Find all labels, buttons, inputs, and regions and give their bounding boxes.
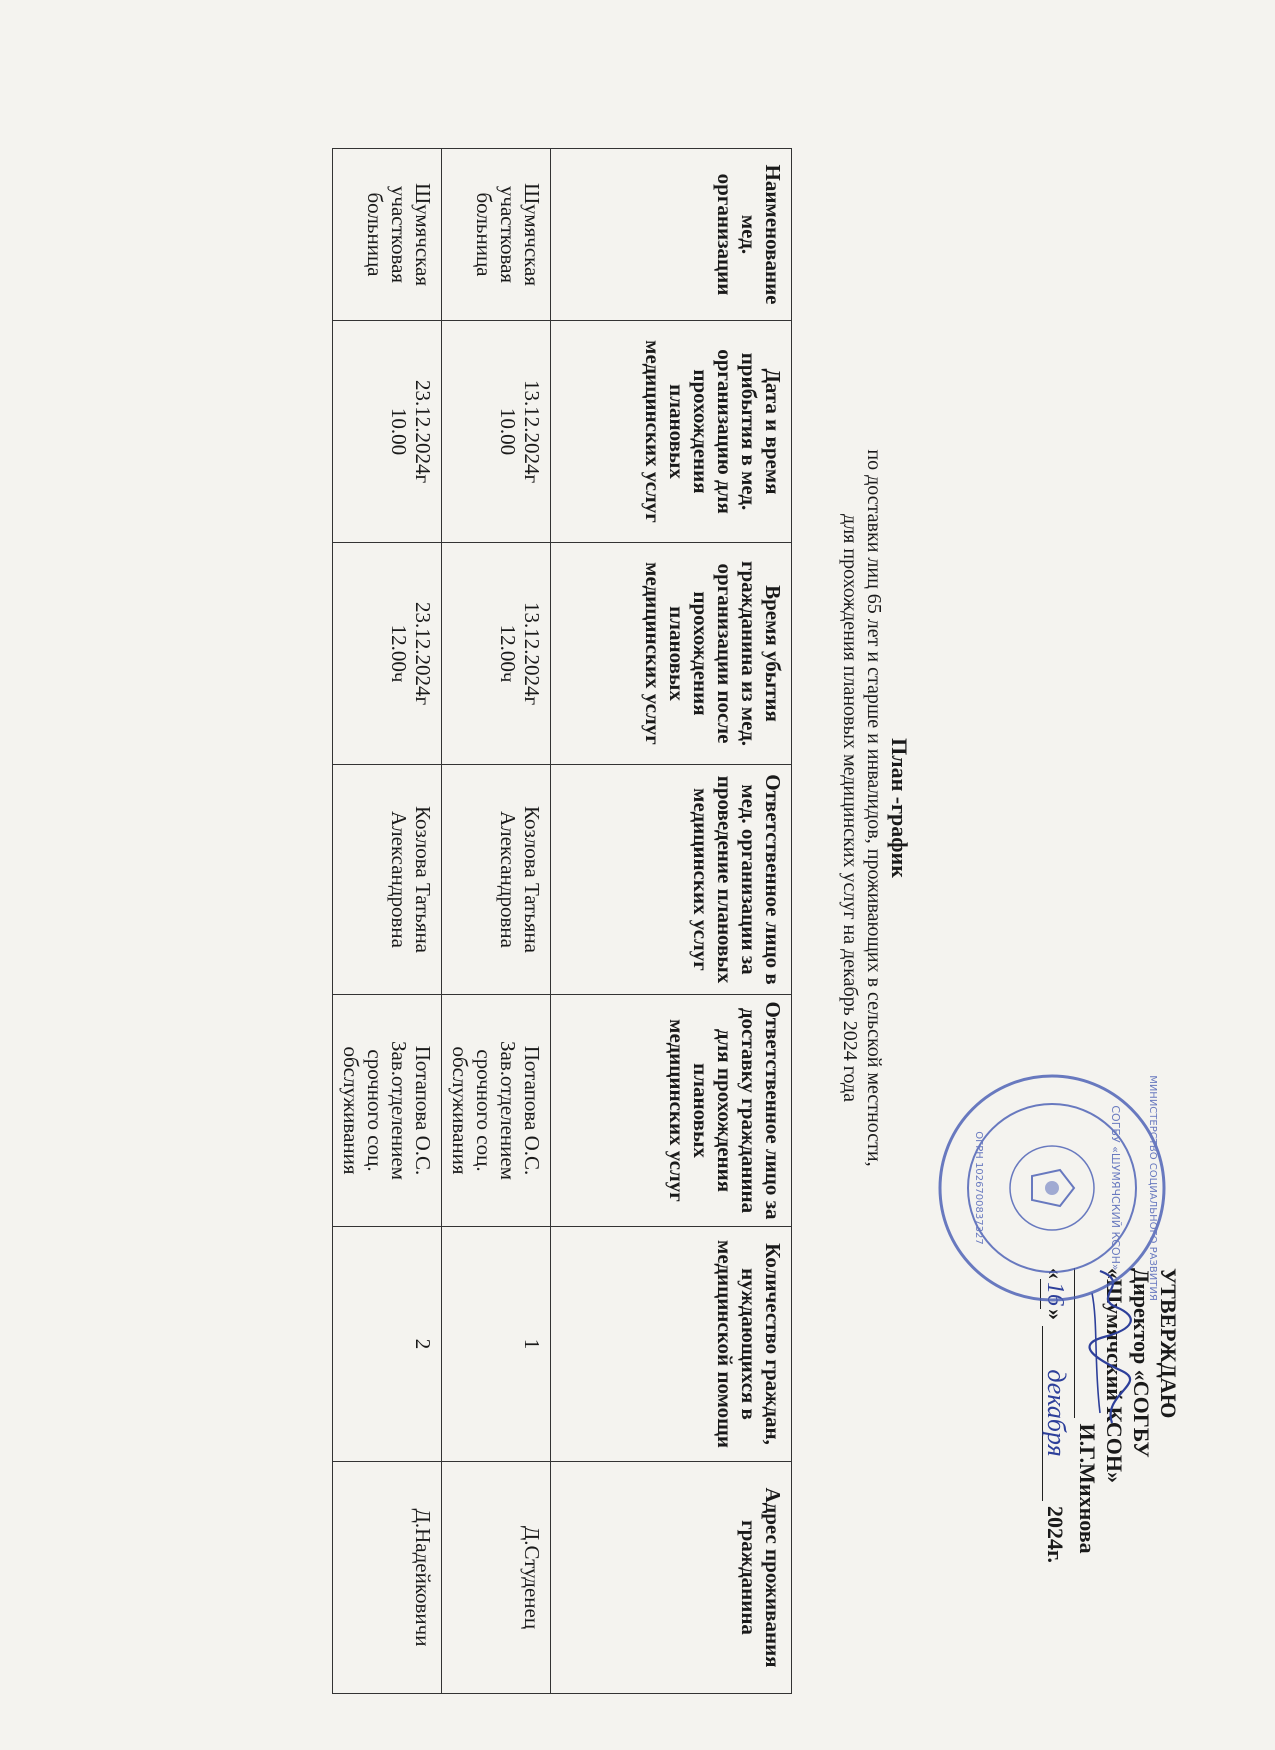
approval-word: УТВЕРЖДАЮ [1156, 1268, 1181, 1419]
official-stamp [932, 1068, 1172, 1308]
header-departure: Время убытия гражданина из мед. организации после прохождения плановых медицинских услуг [551, 543, 792, 765]
departure-date: 13.12.2024г [520, 601, 544, 706]
arrival-time: 10.00 [496, 407, 520, 456]
header-count: Количество граждан, нуждающихся в медицинской помощи [551, 1227, 792, 1462]
approval-date [1040, 1268, 1070, 1668]
svg-text:ОГРН 1026700837327: ОГРН 1026700837327 [973, 1131, 984, 1245]
cell-count: 1 [442, 1227, 551, 1462]
cell-resp-delivery: Потапова О.С. Зав.отделением срочного соц. обслуживания [333, 995, 442, 1227]
document-title [838, 58, 912, 1558]
arrival-time: 10.00 [387, 407, 411, 456]
schedule-table [332, 148, 792, 1694]
header-resp-delivery: Ответственное лицо за доставку гражданина для прохождения плановых медицинских услуг [551, 995, 792, 1227]
cell-address: Д.Студенец [442, 1462, 551, 1694]
header-arrival: Дата и время прибытия в мед. организацию для прохождения плановых медицинских услуг [551, 321, 792, 543]
approval-position: Директор «СОГБУ [1129, 1268, 1154, 1458]
svg-text:СОГБУ «ШУМЯЧСКИЙ КСОН»: СОГБУ «ШУМЯЧСКИЙ КСОН» [1109, 1105, 1122, 1271]
arrival-date: 23.12.2024г [411, 379, 435, 484]
header-resp-med: Ответственное лицо в мед. организации за проведение плановых медицинских услуг [551, 765, 792, 995]
header-address: Адрес проживания гражданина [551, 1462, 792, 1694]
cell-resp-med: Козлова Татьяна Александровна [333, 765, 442, 995]
cell-resp-med: Козлова Татьяна Александровна [442, 765, 551, 995]
rotated-page [62, 58, 1212, 1698]
approval-signer: И.Г.Михнова [1075, 1423, 1100, 1554]
cell-count: 2 [333, 1227, 442, 1462]
date-month: декабря [1042, 1326, 1070, 1501]
cell-departure [442, 543, 551, 765]
cell-departure [333, 543, 442, 765]
cell-org: Шумячская участковая больница [442, 149, 551, 321]
table-row [442, 149, 551, 1694]
date-day: 16 [1040, 1279, 1068, 1309]
svg-text:МИНИСТЕРСТВО СОЦИАЛЬНОГО РАЗВИ: МИНИСТЕРСТВО СОЦИАЛЬНОГО РАЗВИТИЯ [1147, 1075, 1158, 1301]
departure-time: 12.00ч [496, 624, 520, 683]
table-row [333, 149, 442, 1694]
date-year: 2024г. [1043, 1506, 1068, 1564]
title-line-2: для прохождения плановых медицинских услуг на декабрь 2024 года [839, 514, 861, 1102]
cell-org: Шумячская участковая больница [333, 149, 442, 321]
header-org: Наименование мед. организации [551, 149, 792, 321]
arrival-date: 13.12.2024г [520, 379, 544, 484]
cell-arrival [333, 321, 442, 543]
title-heading: План -график [887, 738, 912, 878]
cell-address: Д.Надейковичи [333, 1462, 442, 1694]
cell-resp-delivery: Потапова О.С. Зав.отделением срочного соц. обслуживания [442, 995, 551, 1227]
approval-organization: «Шумячский КСОН» [1102, 1268, 1127, 1483]
departure-date: 23.12.2024г [411, 601, 435, 706]
cell-arrival [442, 321, 551, 543]
date-quote-close: » [1043, 1309, 1068, 1320]
title-line-1: по доставки лиц 65 лет и старше и инвалидов, проживающих в сельской местности, [863, 449, 885, 1167]
table-header-row [551, 149, 792, 1694]
date-quote-open: « [1043, 1268, 1068, 1279]
departure-time: 12.00ч [387, 624, 411, 683]
